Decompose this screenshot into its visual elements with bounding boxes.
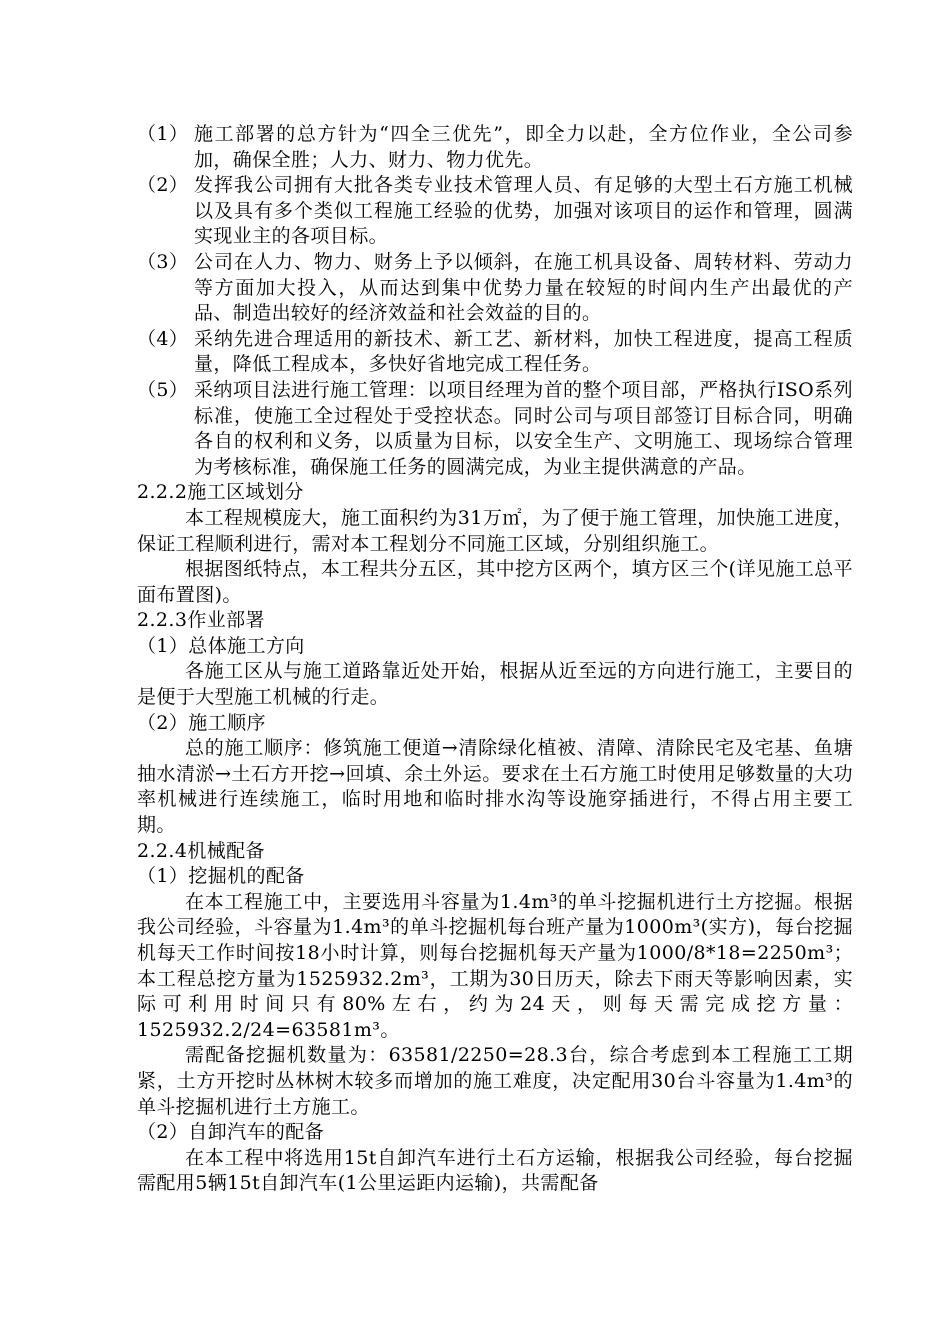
subsection-heading: （2）自卸汽车的配备 (137, 1121, 325, 1144)
list-number: （2） (137, 174, 189, 197)
list-item (137, 250, 853, 327)
paragraph: 总的施工顺序：修筑施工便道→清除绿化植被、清障、清除民宅及宅基、鱼塘抽水清淤→土石方开挖→回填、余土外运。要求在土石方施工时使用足够数量的大功率机械进行连续施工，临时用地和临时排水沟等设施穿插进行，不得占用主要工期。 (137, 737, 853, 837)
list-item (137, 122, 853, 173)
list-text: 采纳先进合理适用的新技术、新工艺、新材料，加快工程进度，提高工程质量，降低工程成本，多快好省地完成工程任务。 (194, 327, 853, 376)
subsection-heading: （1）挖掘机的配备 (137, 865, 305, 888)
list-text: 公司在人力、物力、财务上予以倾斜，在施工机具设备、周转材料、劳动力等方面加大投入，从而达到集中优势力量在较短的时间内生产出最优的产品、制造出较好的经济效益和社会效益的目的。 (194, 250, 853, 325)
section-heading-2-2-3: 2.2.3作业部署 (137, 609, 265, 632)
paragraph: 在本工程施工中，主要选用斗容量为1.4m³的单斗挖掘机进行土方挖掘。根据我公司经验，斗容量为1.4m³的单斗挖掘机每台班产量为1000m³(实方)，每台挖掘机每天工作时间按18小时计算，则每台挖掘机每天产量为1000/8*18=2250m³；本工程总挖方量为1525932.2m³，工期为30日历天，除去下雨天等影响因素，实际可利用时间只有80%左右，约为24天，则每天需完成挖方量：1525932.2/24=63581m³。 (137, 890, 853, 1041)
list-text: 施工部署的总方针为“四全三优先”，即全力以赴，全方位作业，全公司参加，确保全胜；人力、财力、物力优先。 (194, 123, 853, 171)
paragraph: 需配备挖掘机数量为：63581/2250=28.3台，综合考虑到本工程施工工期紧，土方开挖时丛林树木较多而增加的施工难度，决定配用30台斗容量为1.4m³的单斗挖掘机进行土方施工。 (137, 1044, 853, 1118)
paragraph: 各施工区从与施工道路靠近处开始，根据从近至远的方向进行施工，主要目的是便于大型施工机械的行走。 (137, 660, 853, 709)
list-text: 采纳项目法进行施工管理：以项目经理为首的整个项目部，严格执行ISO系列标准，使施工全过程处于受控状态。同时公司与项目部签订目标合同，明确各自的权利和义务，以质量为目标，以安全生产、文明施工、现场综合管理为考核标准，确保施工任务的圆满完成，为业主提供满意的产品。 (194, 378, 853, 478)
list-item (137, 327, 853, 378)
list-number: （4） (137, 327, 189, 350)
subsection-heading: （2）施工顺序 (137, 711, 266, 734)
subsection-heading: （1）总体施工方向 (137, 634, 305, 657)
paragraph: 在本工程中将选用15t自卸汽车进行土石方运输，根据我公司经验，每台挖掘需配用5辆15t自卸汽车(1公里运距内运输)，共需配备 (137, 1146, 853, 1195)
list-number: （3） (137, 250, 189, 273)
list-text: 发挥我公司拥有大批各类专业技术管理人员、有足够的大型土石方施工机械以及具有多个类似工程施工经验的优势，加强对该项目的运作和管理，圆满实现业主的各项目标。 (194, 174, 853, 248)
list-number: （1） (137, 123, 189, 145)
document-page (137, 122, 853, 1197)
list-item (137, 173, 853, 250)
paragraph: 本工程规模庞大，施工面积约为31万㎡，为了便于施工管理，加快施工进度，保证工程顺利进行，需对本工程划分不同施工区域，分别组织施工。 (137, 506, 853, 555)
paragraph: 根据图纸特点，本工程共分五区，其中挖方区两个，填方区三个(详见施工总平面布置图)。 (137, 558, 853, 606)
list-item (137, 378, 853, 480)
section-heading-2-2-4: 2.2.4机械配备 (137, 839, 265, 862)
section-heading-2-2-2: 2.2.2施工区域划分 (137, 481, 304, 504)
list-number: （5） (137, 378, 189, 401)
